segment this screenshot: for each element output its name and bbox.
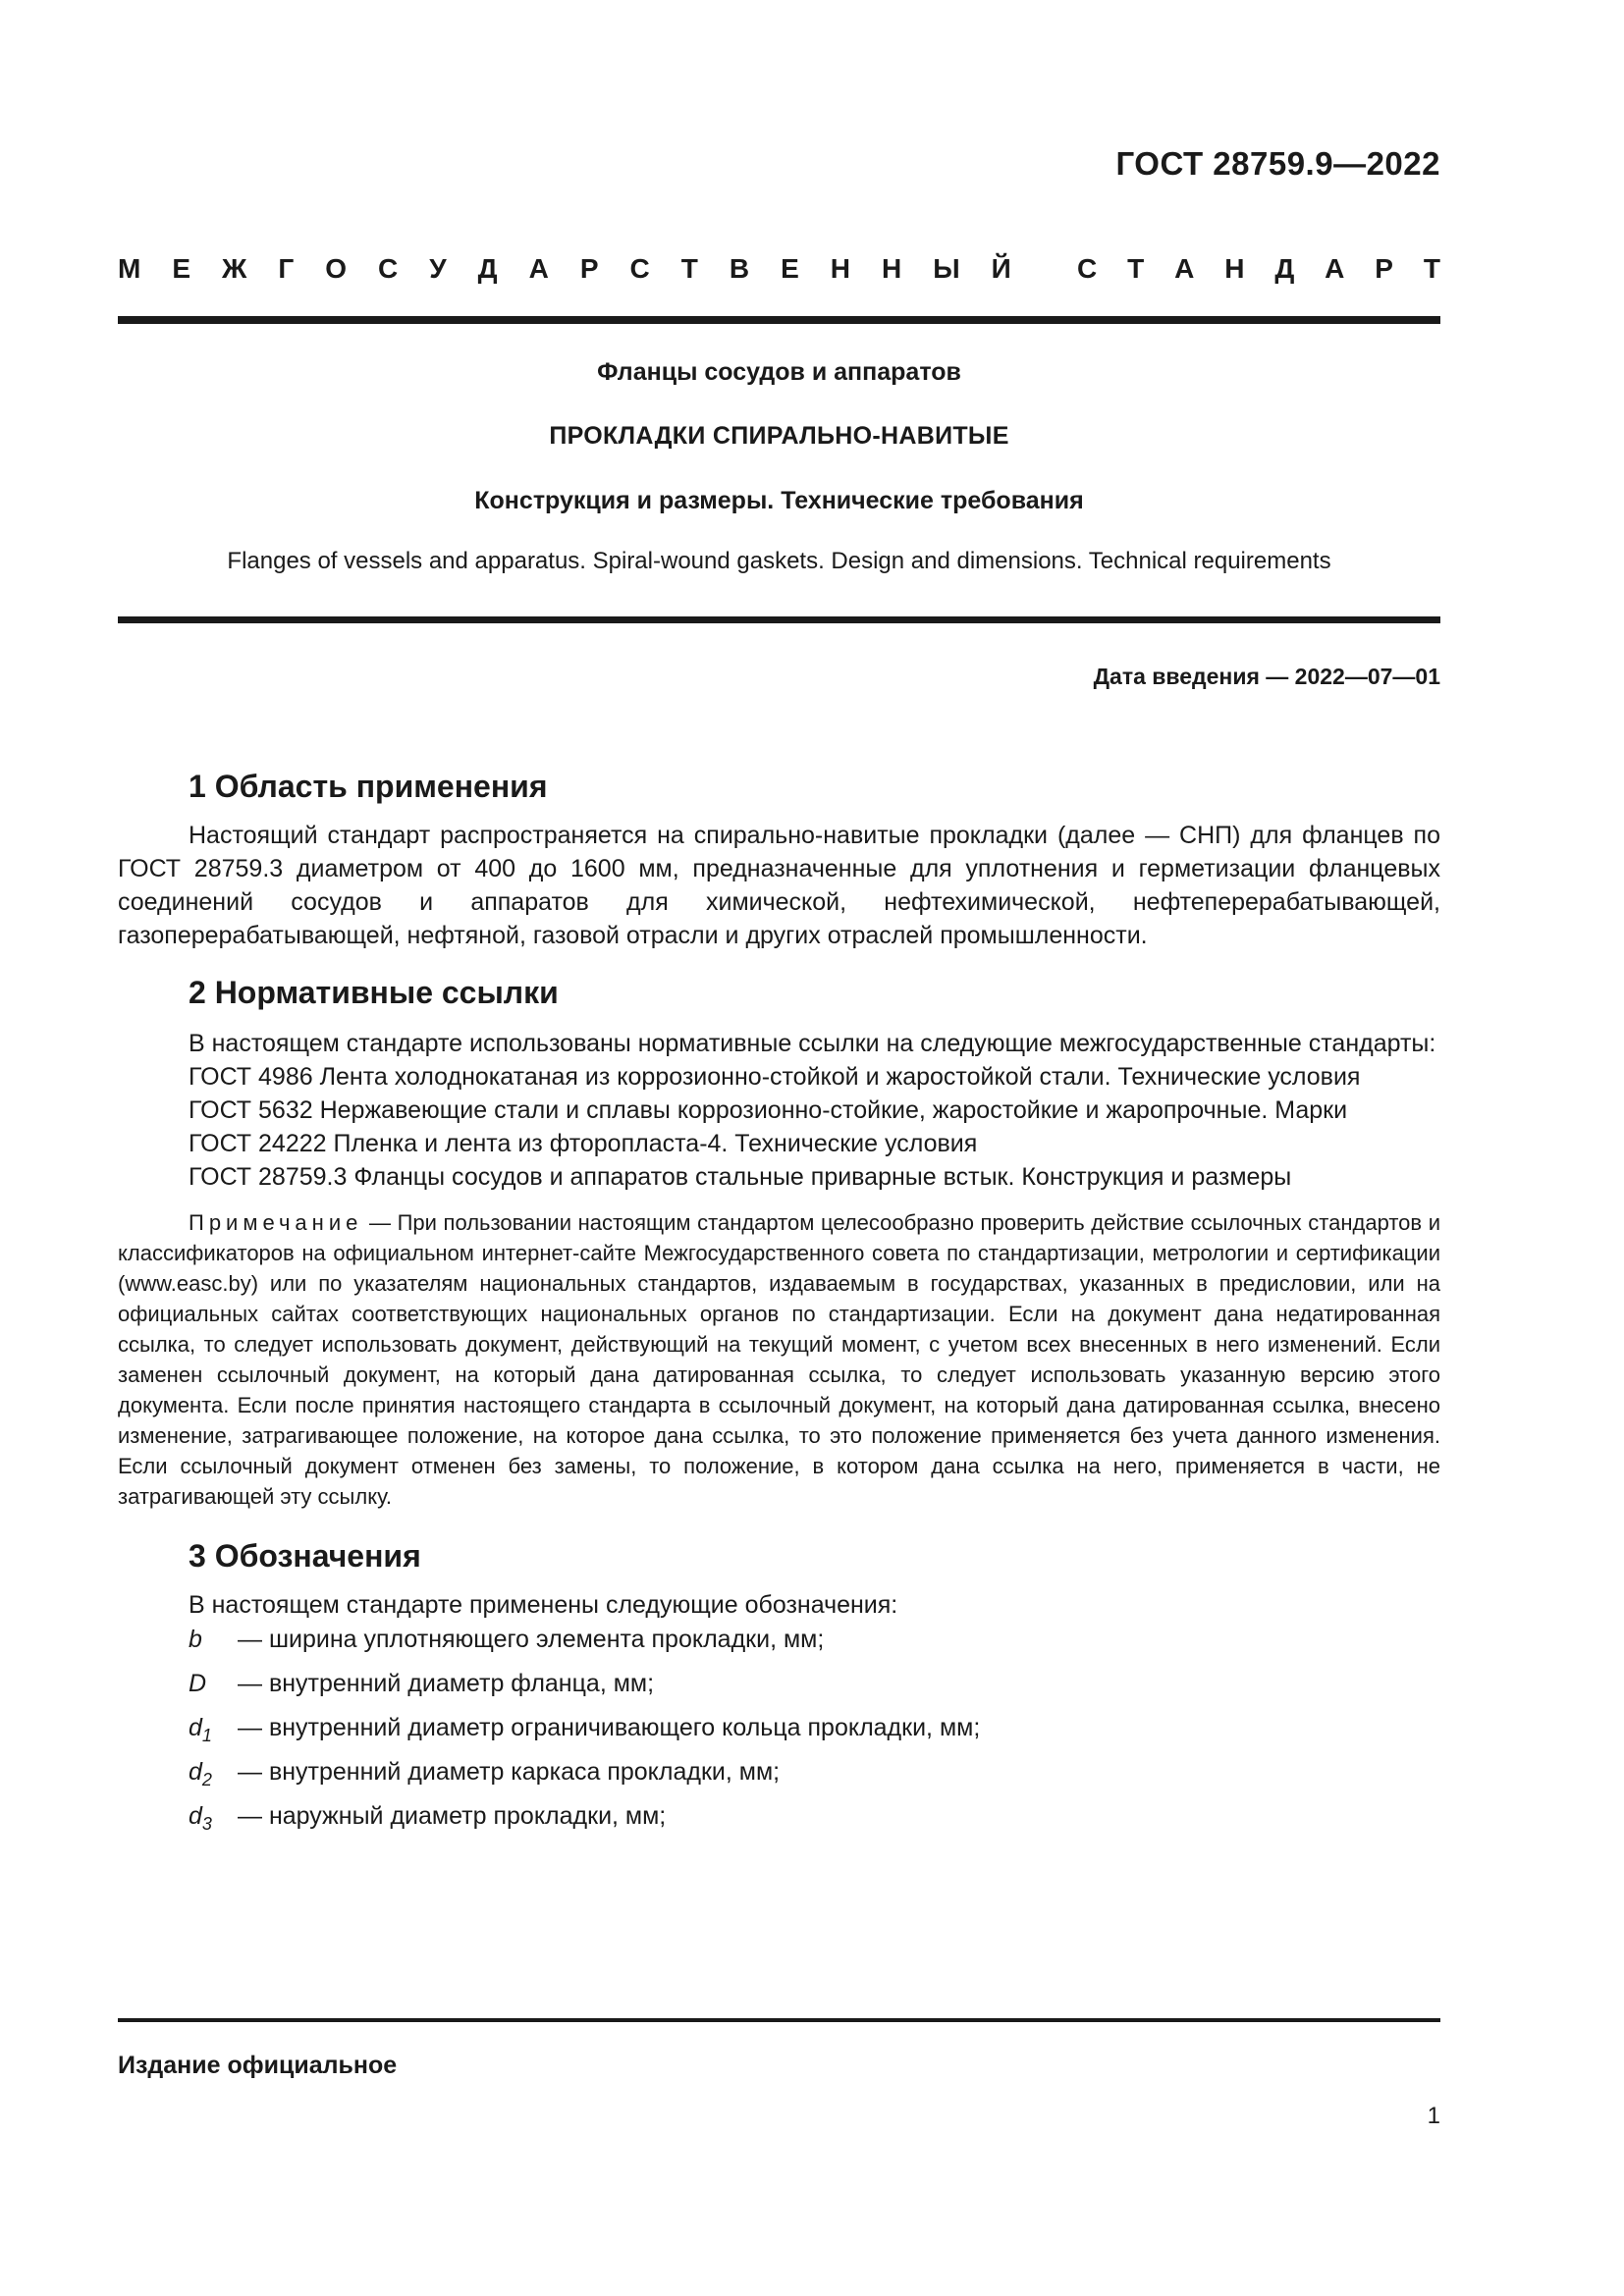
category-letter: Р <box>1375 253 1393 284</box>
header-rule <box>118 316 1440 324</box>
page-number: 1 <box>1427 2103 1440 2129</box>
category-letter: Т <box>680 253 698 284</box>
symbol-item <box>118 1666 1440 1710</box>
category-letter: Р <box>579 253 599 284</box>
title-sub: Конструкция и размеры. Технические требования <box>474 487 1084 514</box>
official-edition-label: Издание официальное <box>118 2052 398 2079</box>
category-letter: М <box>118 253 141 284</box>
note-text: — При пользовании настоящим стандартом целесообразно проверить действие ссылочных стандартов и классификаторов на официальном интернет-сайте Межгосударственного совета по стандартизации, метрологии и сертификации (www.easc.by) или по указателям национальных стандартов, издаваемым в государствах, указанных в предисловии, или на официальных сайтах соответствующих национальных органов по стандартизации. Если на документ дана недатированная ссылка, то следует использовать документ, действующий на текущий момент, с учетом всех внесенных в него изменений. Если заменен ссылочный документ, на который дана датированная ссылка, то следует использовать указанную версию этого документа. Если после принятия настоящего стандарта в ссылочный документ, на который дана датированная ссылка, внесено изменение, затрагивающее положение, на которое дана ссылка, то это положение применяется без учета данного изменения. Если ссылочный документ отменен без замены, то положение, в котором дана ссылка на него, применяется в части, не затрагивающей эту ссылку. <box>118 1210 1440 1509</box>
category-word-interstate <box>118 253 1011 285</box>
symbol-description: — внутренний диаметр фланца, мм; <box>238 1670 655 1697</box>
category-letter: Т <box>1423 253 1440 284</box>
symbols-intro: В настоящем стандарте применены следующие обозначения: <box>189 1591 898 1619</box>
category-letter: Й <box>991 253 1011 284</box>
standard-category <box>118 253 1440 285</box>
symbol: $d_2$ <box>189 1758 212 1789</box>
symbol: b <box>189 1626 202 1653</box>
title-rule <box>118 616 1440 623</box>
category-letter: Е <box>172 253 191 284</box>
section-heading-symbols: 3 Обозначения <box>189 1538 421 1574</box>
symbol-item <box>118 1710 1440 1754</box>
category-letter: Е <box>781 253 799 284</box>
section-heading-references: 2 Нормативные ссылки <box>189 975 559 1010</box>
symbol: $d_1$ <box>189 1714 212 1745</box>
symbol: D <box>189 1670 207 1697</box>
category-letter: С <box>1077 253 1098 284</box>
category-word-standard <box>1077 253 1440 285</box>
category-letter: С <box>629 253 650 284</box>
references-note <box>118 1207 1440 1512</box>
category-letter: Н <box>830 253 851 284</box>
scope-paragraph: Настоящий стандарт распространяется на спирально-навитые прокладки (далее — СНП) для фланцев по ГОСТ 28759.3 диаметром от 400 до 1600 мм, предназначенные для уплотнения и герметизации фланцевых соединений сосудов и аппаратов для химической, нефтехимической, нефтеперерабатывающей, газоперерабатывающей, нефтяной, газовой отрасли и других отраслей промышленности. <box>118 822 1440 949</box>
category-letter: Н <box>1224 253 1245 284</box>
introduction-date: Дата введения — 2022—07—01 <box>1093 664 1440 689</box>
category-letter: Г <box>278 253 295 284</box>
symbol-item <box>118 1622 1440 1666</box>
category-letter: А <box>1325 253 1345 284</box>
document-number: ГОСТ 28759.9—2022 <box>1115 145 1440 182</box>
category-letter: Т <box>1127 253 1145 284</box>
category-letter: Ы <box>933 253 960 284</box>
symbol-description: — ширина уплотняющего элемента прокладки, мм; <box>238 1626 825 1653</box>
category-letter: В <box>729 253 750 284</box>
footer-rule <box>118 2018 1440 2022</box>
reference-item: ГОСТ 28759.3 Фланцы сосудов и аппаратов стальные приварные встык. Конструкция и размеры <box>189 1163 1292 1191</box>
document-body <box>118 766 1440 1842</box>
symbol-description: — внутренний диаметр каркаса прокладки, мм; <box>238 1758 781 1786</box>
category-letter: Д <box>477 253 498 284</box>
reference-item: ГОСТ 4986 Лента холоднокатаная из коррозионно-стойкой и жаростойкой стали. Технические условия <box>189 1063 1361 1091</box>
symbols-list <box>118 1622 1440 1842</box>
title-group: Фланцы сосудов и аппаратов <box>597 358 961 386</box>
symbol-item <box>118 1798 1440 1842</box>
symbol-description: — внутренний диаметр ограничивающего кольца прокладки, мм; <box>238 1714 981 1741</box>
reference-item: ГОСТ 24222 Пленка и лента из фторопласта-4. Технические условия <box>189 1130 978 1157</box>
symbol-item <box>118 1754 1440 1798</box>
category-letter: Ж <box>222 253 247 284</box>
category-letter: О <box>325 253 347 284</box>
symbol-description: — наружный диаметр прокладки, мм; <box>238 1802 667 1830</box>
category-letter: Д <box>1274 253 1295 284</box>
title-english: Flanges of vessels and apparatus. Spiral-wound gaskets. Design and dimensions. Technical requirements <box>227 548 1331 574</box>
category-letter: А <box>528 253 549 284</box>
symbol: $d_3$ <box>189 1802 212 1834</box>
title-main: ПРОКЛАДКИ СПИРАЛЬНО-НАВИТЫЕ <box>549 422 1009 450</box>
reference-item: ГОСТ 5632 Нержавеющие стали и сплавы коррозионно-стойкие, жаростойкие и жаропрочные. Марки <box>189 1096 1348 1124</box>
section-heading-scope: 1 Область применения <box>189 769 548 804</box>
category-letter: С <box>377 253 399 284</box>
category-letter: А <box>1174 253 1195 284</box>
category-letter: Н <box>882 253 902 284</box>
note-label: Примечание <box>189 1210 363 1235</box>
category-letter: У <box>429 253 447 284</box>
references-intro: В настоящем стандарте использованы нормативные ссылки на следующие межгосударственные стандарты: <box>189 1030 1436 1057</box>
